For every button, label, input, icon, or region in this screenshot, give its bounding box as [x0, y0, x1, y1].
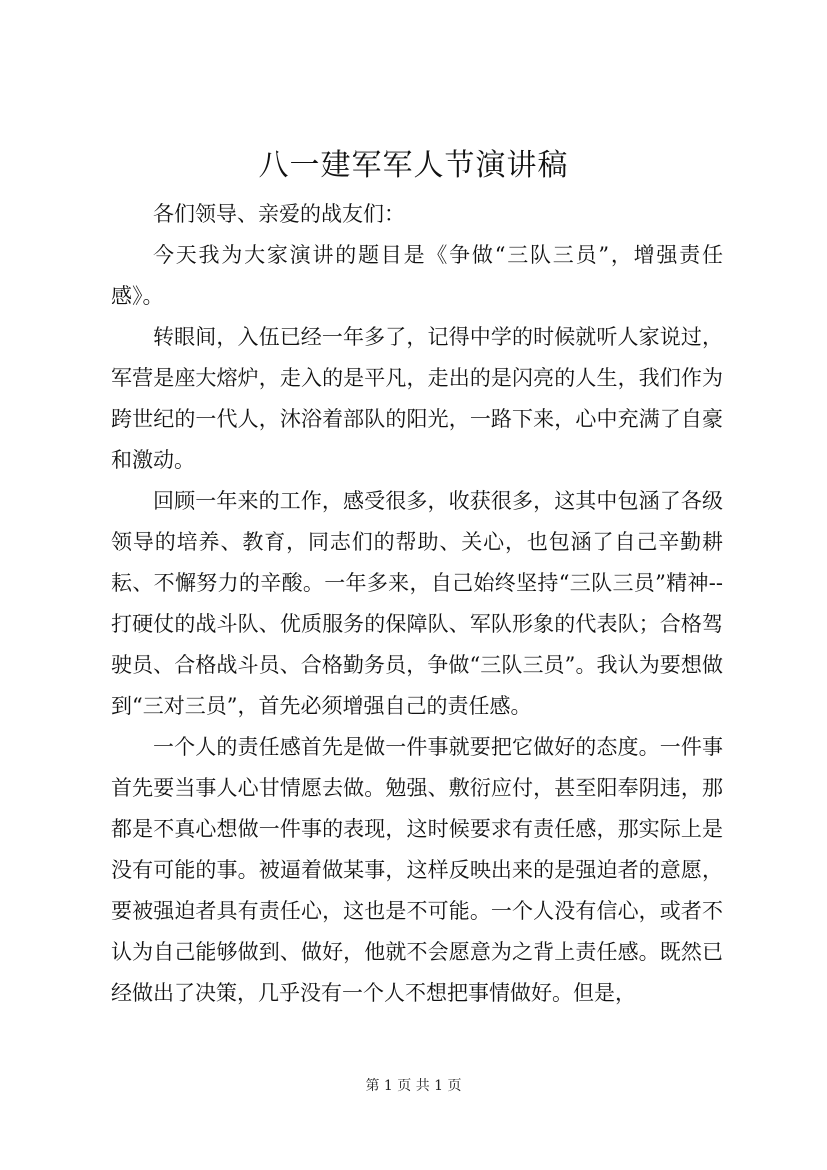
page-number-footer: 第 1 页 共 1 页	[365, 1078, 462, 1094]
salutation-paragraph: 各们领导、亲爱的战友们：	[153, 202, 405, 226]
document-title: 八一建军军人节演讲稿	[258, 148, 569, 183]
body-paragraph: 回顾一年来的工作，感受很多，收获很多，这其中包涵了各级领导的培养、教育，同志们的帮助、关心，也包涵了自己辛勤耕耘、不懈努力的辛酸。一年多来，自己始终坚持“三队三员”精神--打硬仗的战斗队、优质服务的保障队、军队形象的代表队；合格驾驶员、合格战斗员、合格勤务员，争做“三队三员”。我认为要想做到“三对三员”，首先必须增强自己的责任感。	[111, 489, 723, 718]
body-paragraph: 转眼间，入伍已经一年多了，记得中学的时候就听人家说过，军营是座大熔炉，走入的是平凡，走出的是闪亮的人生，我们作为跨世纪的一代人，沐浴着部队的阳光，一路下来，心中充满了自豪和激动。	[111, 325, 723, 472]
topic-paragraph: 今天我为大家演讲的题目是《争做“三队三员”，增强责任感》。	[111, 243, 723, 308]
body-paragraph: 一个人的责任感首先是做一件事就要把它做好的态度。一件事首先要当事人心甘情愿去做。勉强、敷衍应付，甚至阳奉阴违，那都是不真心想做一件事的表现，这时候要求有责任感，那实际上是没有可能的事。被逼着做某事，这样反映出来的是强迫者的意愿，要被强迫者具有责任心，这也是不可能。一个人没有信心，或者不认为自己能够做到、做好，他就不会愿意为之背上责任感。既然已经做出了决策，几乎没有一个人不想把事情做好。但是，	[111, 735, 723, 1005]
document-body	[111, 194, 723, 1014]
